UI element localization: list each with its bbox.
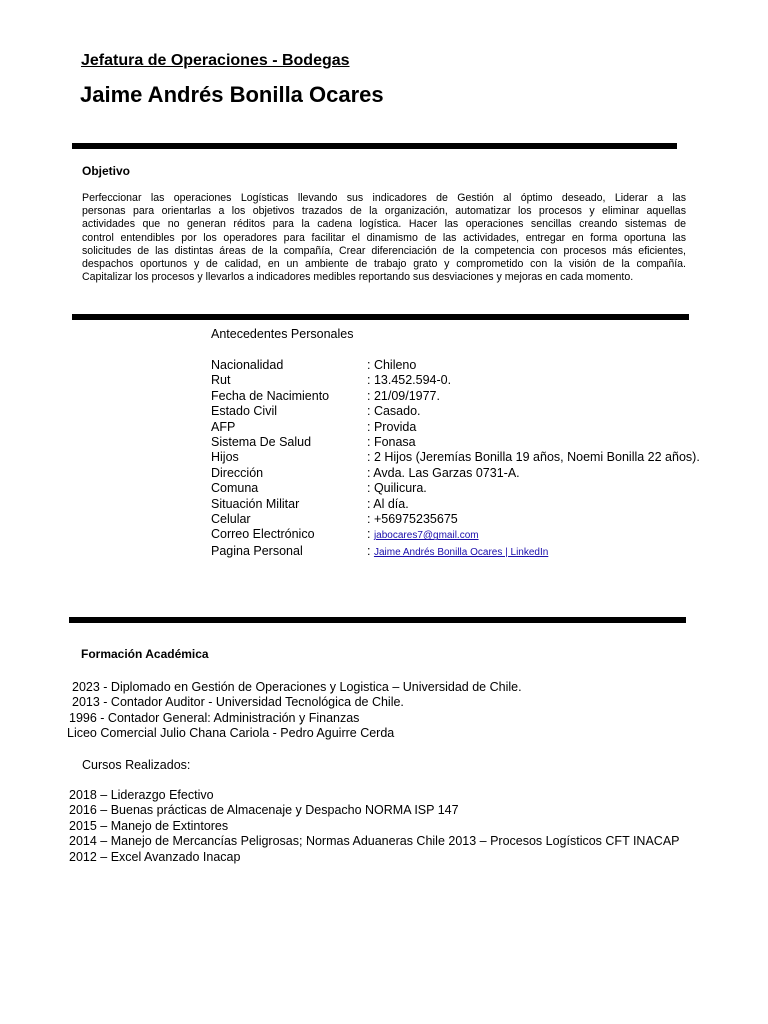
curso-item: 2018 – Liderazgo Efectivo <box>69 788 214 802</box>
field-label: Dirección <box>211 465 264 480</box>
job-title: Jefatura de Operaciones - Bodegas <box>81 52 350 69</box>
candidate-name: Jaime Andrés Bonilla Ocares <box>80 82 384 107</box>
curso-item: 2014 – Manejo de Mercancías Peligrosas; Normas Aduaneras Chile 2013 – Procesos Logísticos CFT INACAP <box>69 834 680 849</box>
row-afp <box>211 420 701 435</box>
row-situacion-militar <box>211 497 701 512</box>
field-label: Sistema De Salud <box>211 435 312 450</box>
curso-item: 2016 – Buenas prácticas de Almacenaje y Despacho NORMA ISP 147 <box>69 803 459 818</box>
field-value: : Casado. <box>367 404 421 419</box>
linkedin-link[interactable]: Jaime Andrés Bonilla Ocares | LinkedIn <box>373 546 549 558</box>
field-value: : Avda. Las Garzas 0731-A. <box>367 465 520 480</box>
field-value: : 2 Hijos (Jeremías Bonilla 19 años, Noemi Bonilla 22 años). <box>367 450 700 465</box>
field-label: Hijos <box>211 450 239 465</box>
objetivo-paragraph <box>82 192 686 284</box>
objetivo-line: despachos oportunos y de calidad, en un ambiente de trabajo grato y comprometido con la visión de la compañía. <box>82 258 686 271</box>
field-label: Situación Militar <box>211 496 300 511</box>
field-label: Comuna <box>211 481 259 496</box>
field-value: : +56975235675 <box>367 512 458 527</box>
colon-prefix: : <box>367 543 374 558</box>
cursos-heading: Cursos Realizados: <box>82 758 191 772</box>
cursos-list <box>69 788 709 865</box>
email-link[interactable]: jabocares7@gmail.com <box>373 530 479 542</box>
formacion-heading: Formación Académica <box>81 647 209 661</box>
field-label: AFP <box>211 419 236 434</box>
curso-item: 2012 – Excel Avanzado Inacap <box>69 849 241 864</box>
field-label: Celular <box>211 512 251 527</box>
row-hijos <box>211 450 701 465</box>
field-value: : 21/09/1977. <box>367 388 440 403</box>
objetivo-line: Capitalizar los procesos y llevarlos a indicadores medibles reportando sus desviaciones y mejoras en cada momento. <box>82 271 634 284</box>
objetivo-line: actividades que no generan réditos para la cadena logística. Hacer las operaciones sencillas creando sistemas de <box>82 218 686 231</box>
formacion-item: 2023 - Diplomado en Gestión de Operaciones y Logistica – Universidad de Chile. <box>72 680 522 694</box>
curso-item: 2015 – Manejo de Extintores <box>69 818 229 833</box>
field-value <box>367 544 701 560</box>
objetivo-heading: Objetivo <box>82 164 131 178</box>
field-label: Rut <box>211 373 231 388</box>
row-estado-civil <box>211 404 701 419</box>
field-label: Nacionalidad <box>211 358 284 372</box>
objetivo-line: personas para orientarlas a los objetivos trazados de la organización, automatizar los procesos y eliminar aquellas <box>82 205 686 218</box>
objetivo-line: control entendibles por los operadores para facilitar el dinamismo de las actividades, entregar en forma oportuna las <box>82 231 686 244</box>
row-rut <box>211 373 701 388</box>
row-pagina-personal <box>211 544 701 560</box>
divider-top <box>72 143 677 149</box>
row-celular <box>211 512 701 527</box>
field-value: : Provida <box>367 419 417 434</box>
formacion-item: 2013 - Contador Auditor - Universidad Tecnológica de Chile. <box>72 695 404 709</box>
colon-prefix: : <box>367 527 374 542</box>
row-salud <box>211 435 701 450</box>
field-value: : Al día. <box>367 496 409 511</box>
row-correo <box>211 527 701 543</box>
field-label: Pagina Personal <box>211 543 303 558</box>
row-nacionalidad <box>211 358 701 373</box>
field-value <box>367 527 701 543</box>
formacion-item: Liceo Comercial Julio Chana Cariola - Pedro Aguirre Cerda <box>67 726 395 740</box>
objetivo-line: solicitudes de las distintas áreas de la compañía, Crear diferenciación de la competencia con procesos más eficientes, <box>82 244 686 257</box>
objetivo-line: Perfeccionar las operaciones Logísticas llevando sus indicadores de Gestión al óptimo deseado, Liderar a las <box>82 192 686 204</box>
field-value: : 13.452.594-0. <box>367 373 452 388</box>
antecedentes-table <box>211 358 701 560</box>
field-label: Estado Civil <box>211 404 277 419</box>
formacion-item: 1996 - Contador General: Administración y Finanzas <box>69 711 360 725</box>
field-value: : Chileno <box>367 358 417 372</box>
row-comuna <box>211 481 701 496</box>
field-label: Fecha de Nacimiento <box>211 388 330 403</box>
divider-middle <box>72 314 689 320</box>
field-label: Correo Electrónico <box>211 527 315 542</box>
divider-bottom <box>69 617 686 623</box>
antecedentes-heading: Antecedentes Personales <box>211 327 354 341</box>
field-value: : Fonasa <box>367 435 416 450</box>
row-fecha-nacimiento <box>211 389 701 404</box>
row-direccion <box>211 466 701 481</box>
field-value: : Quilicura. <box>367 481 427 496</box>
